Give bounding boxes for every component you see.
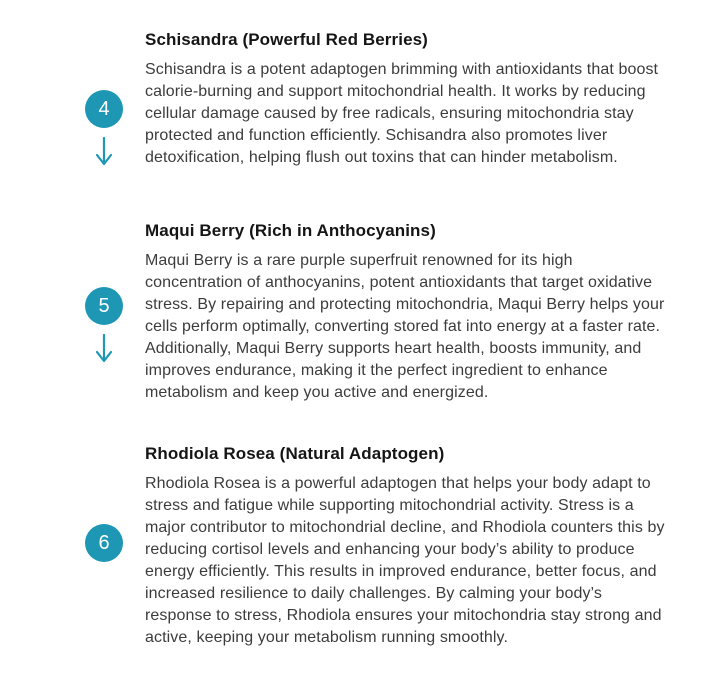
arrow-down-icon [93,137,115,167]
section-heading: Rhodiola Rosea (Natural Adaptogen) [145,444,445,463]
step-number-badge: 6 [85,524,123,562]
step-number-badge: 5 [85,287,123,325]
arrow-down-icon [93,334,115,364]
text-column [145,30,669,169]
section-body: Maqui Berry is a rare purple superfruit renowned for its high concentration of anthocyanins, potent antioxidants that target oxidative stress. By repairing and protecting mitochondria, Maqui Berry helps your cells perform optimally, converting stored fat into energy at a faster rate. Additionally, Maqui Berry supports heart health, boosts immunity, and improves endurance, making it the perfect ingredient to enhance metabolism and keep you active and energized. [145,252,665,401]
badge-stack [85,524,123,562]
badge-stack [85,287,123,364]
section-heading: Schisandra (Powerful Red Berries) [145,30,428,49]
badge-column [0,444,145,562]
badge-column [0,30,145,167]
list-item [0,30,728,169]
section-heading: Maqui Berry (Rich in Anthocyanins) [145,221,436,240]
badge-column [0,221,145,364]
section-body: Schisandra is a potent adaptogen brimming with antioxidants that boost calorie-burning and support mitochondrial health. It works by reducing cellular damage caused by free radicals, ensuring mitochondria stay protected and function efficiently. Schisandra also promotes liver detoxification, helping flush out toxins that can hinder metabolism. [145,61,659,166]
text-column [145,444,669,649]
step-number-badge: 4 [85,90,123,128]
badge-stack [85,90,123,167]
list-item [0,221,728,404]
text-column [145,221,669,404]
section-body: Rhodiola Rosea is a powerful adaptogen that helps your body adapt to stress and fatigue while supporting mitochondrial activity. Stress is a major contributor to mitochondrial decline, and Rhodiola counters this by reducing cortisol levels and enhancing your body’s ability to produce energy efficiently. This results in improved endurance, better focus, and increased resilience to daily challenges. By calming your body’s response to stress, Rhodiola ensures your mitochondria stay strong and active, keeping your metabolism running smoothly. [145,475,665,646]
list-item [0,444,728,649]
